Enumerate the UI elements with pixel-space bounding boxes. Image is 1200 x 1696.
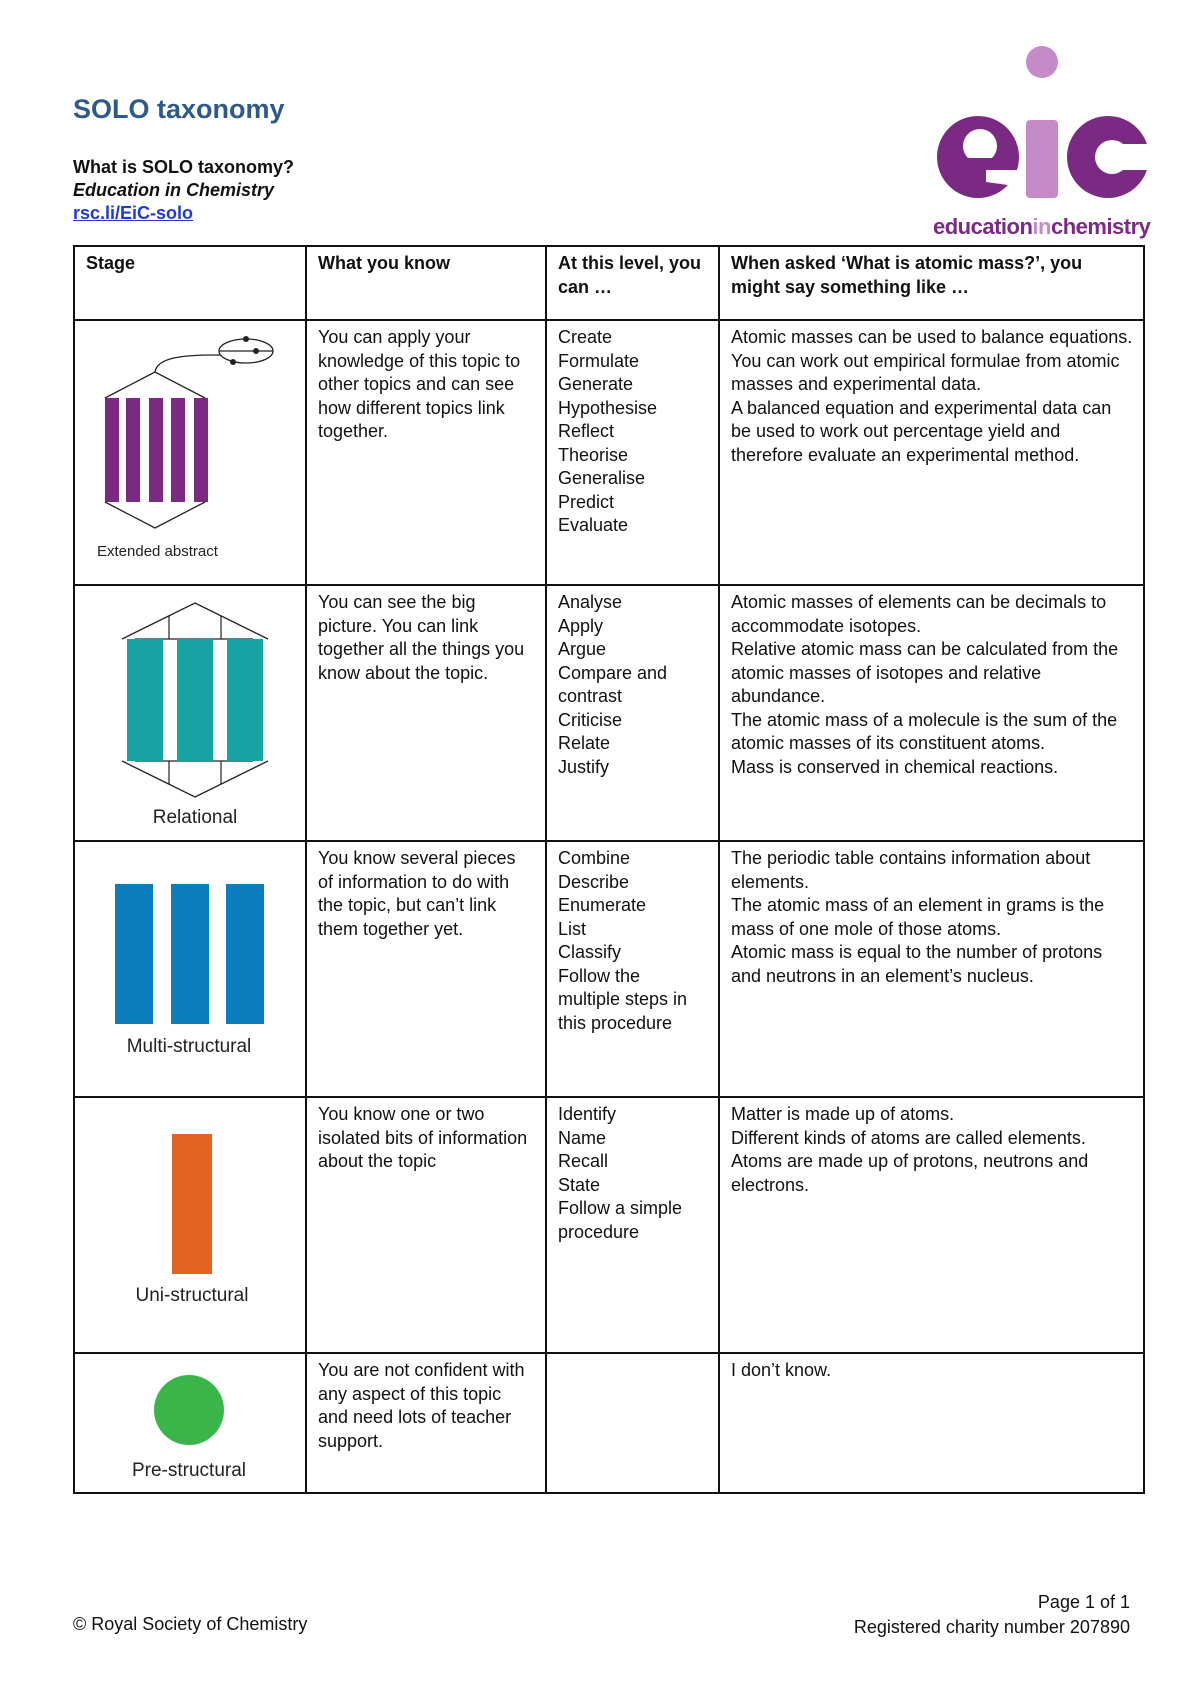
table-row <box>74 320 1144 585</box>
stage-label: Multi-structural <box>126 1036 252 1057</box>
logo-letter-i <box>1026 46 1058 198</box>
what-you-know-cell: You are not confident with any aspect of this topic and need lots of teacher support. <box>306 1353 546 1493</box>
logo-letter-e <box>937 116 1022 198</box>
example-answer-cell: I don’t know. <box>719 1353 1144 1493</box>
subheading-block <box>73 156 294 225</box>
uni-structural-icon <box>75 1098 305 1352</box>
extended-abstract-icon <box>75 321 305 583</box>
logo-letter-c <box>1067 116 1150 198</box>
stage-label: Uni-structural <box>135 1285 249 1306</box>
header-what-you-know: What you know <box>306 246 546 320</box>
what-you-know-cell: You can see the big picture. You can link together all the things you know about the topic. <box>306 585 546 841</box>
table-row <box>74 1097 1144 1353</box>
multi-structural-icon <box>75 842 305 1096</box>
stage-cell-pre-structural <box>74 1353 306 1493</box>
stage-cell-extended-abstract <box>74 320 306 585</box>
subheading-question: What is SOLO taxonomy? <box>73 157 295 177</box>
table-row <box>74 1353 1144 1493</box>
header-you-might-say: When asked ‘What is atomic mass?’, you might say something like … <box>719 246 1144 320</box>
example-answer-cell: The periodic table contains information about elements. The atomic mass of an element in grams is the mass of one mole of those atoms. Atomic mass is equal to the number of protons and neutrons in an element’s nucleus. <box>719 841 1144 1097</box>
relational-icon <box>75 586 305 840</box>
verbs-cell: Analyse Apply Argue Compare and contrast Criticise Relate Justify <box>546 585 719 841</box>
what-you-know-cell: You know one or two isolated bits of information about the topic <box>306 1097 546 1353</box>
what-you-know-cell: You know several pieces of information to do with the topic, but can’t link them together yet. <box>306 841 546 1097</box>
verbs-cell: Combine Describe Enumerate List Classify Follow the multiple steps in this procedure <box>546 841 719 1097</box>
table-row <box>74 585 1144 841</box>
header-stage: Stage <box>74 246 306 320</box>
pre-structural-icon <box>75 1354 305 1492</box>
footer-copyright: © Royal Society of Chemistry <box>73 1614 308 1634</box>
verbs-cell <box>546 1353 719 1493</box>
what-you-know-cell: You can apply your knowledge of this topic to other topics and can see how different topics link together. <box>306 320 546 585</box>
magazine-name: Education in Chemistry <box>73 180 275 200</box>
verbs-cell: Create Formulate Generate Hypothesise Reflect Theorise Generalise Predict Evaluate <box>546 320 719 585</box>
footer-charity-number: Registered charity number 207890 <box>853 1617 1130 1637</box>
verbs-cell: Identify Name Recall State Follow a simple procedure <box>546 1097 719 1353</box>
table-row <box>74 841 1144 1097</box>
example-answer-cell: Atomic masses of elements can be decimals to accommodate isotopes. Relative atomic mass can be calculated from the atomic masses of isotopes and relative abundance. The atomic mass of a molecule is the sum of the atomic masses of its constituent atoms. Mass is conserved in chemical reactions. <box>719 585 1144 841</box>
header-you-can: At this level, you can … <box>546 246 719 320</box>
stage-label: Relational <box>152 807 238 828</box>
page-title: SOLO taxonomy <box>73 94 285 124</box>
example-answer-cell: Matter is made up of atoms. Different kinds of atoms are called elements. Atoms are made up of protons, neutrons and electrons. <box>719 1097 1144 1353</box>
footer-right-block <box>854 1590 1130 1640</box>
eic-solo-link[interactable]: rsc.li/EiC-solo <box>73 203 194 223</box>
stage-cell-multi-structural <box>74 841 306 1097</box>
stage-label: Extended abstract <box>97 543 218 560</box>
eic-wordmark-graphic <box>930 42 1150 212</box>
stage-label: Pre-structural <box>131 1460 247 1481</box>
logo-tagline: educationinchemistry <box>933 214 1151 239</box>
example-answer-cell: Atomic masses can be used to balance equations. You can work out empirical formulae from atomic masses and experimental data. A balanced equation and experimental data can be used to work out percentage yield and therefore evaluate an experimental method. <box>719 320 1144 585</box>
stage-cell-uni-structural <box>74 1097 306 1353</box>
eic-logo <box>930 42 1150 242</box>
solo-taxonomy-table <box>73 245 1145 1494</box>
table-header-row <box>74 246 1144 320</box>
stage-cell-relational <box>74 585 306 841</box>
footer-page-number: Page 1 of 1 <box>1037 1592 1130 1612</box>
